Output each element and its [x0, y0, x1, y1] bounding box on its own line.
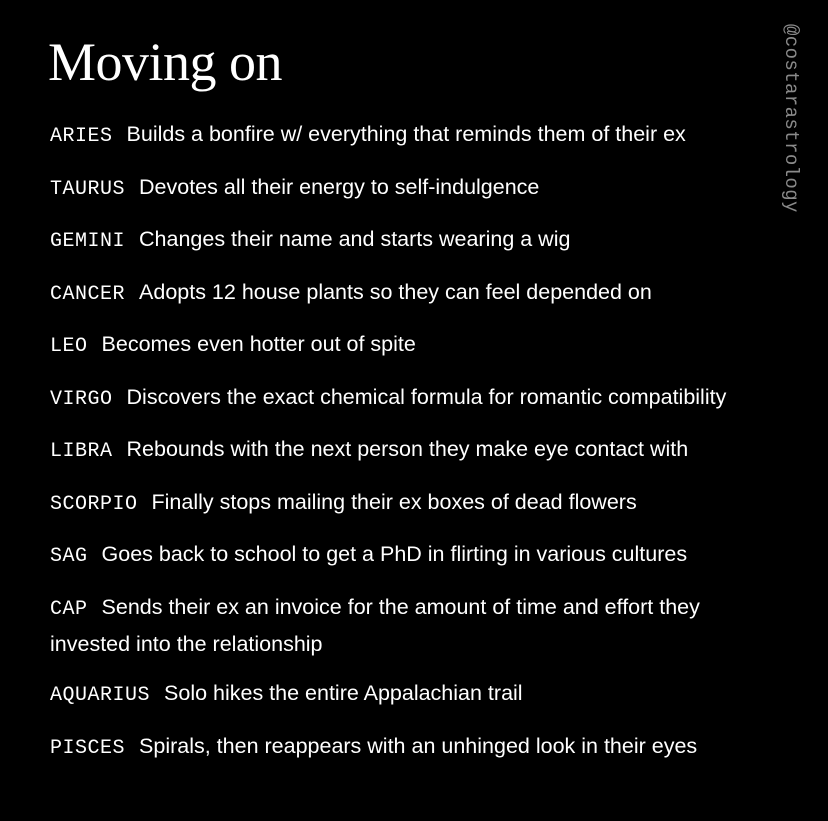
list-item [50, 432, 780, 469]
entry-text: Finally stops mailing their ex boxes of dead flowers [151, 489, 637, 514]
list-item [50, 380, 780, 417]
entry-text: Changes their name and starts wearing a wig [139, 227, 571, 251]
entry-text: Adopts 12 house plants so they can feel depended on [139, 279, 652, 304]
sign-label: LEO [50, 335, 88, 358]
list-item [50, 170, 780, 207]
sign-label: VIRGO [50, 387, 113, 411]
horoscope-list [50, 117, 780, 781]
entry-text: Sends their ex an invoice for the amount of time and effort they invested into the relationship [50, 594, 700, 656]
entry-text: Devotes all their energy to self-indulgence [139, 174, 540, 199]
list-item [50, 485, 780, 522]
sign-label: AQUARIUS [50, 684, 151, 707]
sign-label: SCORPIO [50, 492, 138, 516]
watermark-handle: @costarastrology [780, 24, 802, 213]
entry-text: Builds a bonfire w/ everything that reminds them of their ex [126, 122, 686, 146]
sign-label: LIBRA [50, 440, 113, 463]
list-item [50, 117, 780, 154]
list-item [50, 222, 780, 259]
sign-label: ARIES [50, 125, 113, 148]
list-item [50, 275, 780, 312]
entry-text: Rebounds with the next person they make eye contact with [126, 437, 689, 461]
sign-label: GEMINI [50, 230, 126, 253]
list-item [50, 327, 780, 364]
entry-text: Goes back to school to get a PhD in flirting in various cultures [101, 542, 688, 566]
list-item [50, 590, 780, 661]
page-title: Moving on [48, 32, 283, 92]
sign-label: CAP [50, 597, 88, 621]
list-item [50, 537, 780, 574]
entry-text: Discovers the exact chemical formula for romantic compatibility [126, 384, 727, 409]
sign-label: PISCES [50, 736, 126, 760]
sign-label: SAG [50, 545, 88, 568]
list-item [50, 676, 780, 713]
sign-label: CANCER [50, 282, 126, 306]
sign-label: TAURUS [50, 177, 126, 201]
entry-text: Solo hikes the entire Appalachian trail [164, 681, 523, 705]
list-item [50, 729, 780, 766]
entry-text: Spirals, then reappears with an unhinged look in their eyes [139, 733, 698, 758]
entry-text: Becomes even hotter out of spite [101, 332, 416, 356]
